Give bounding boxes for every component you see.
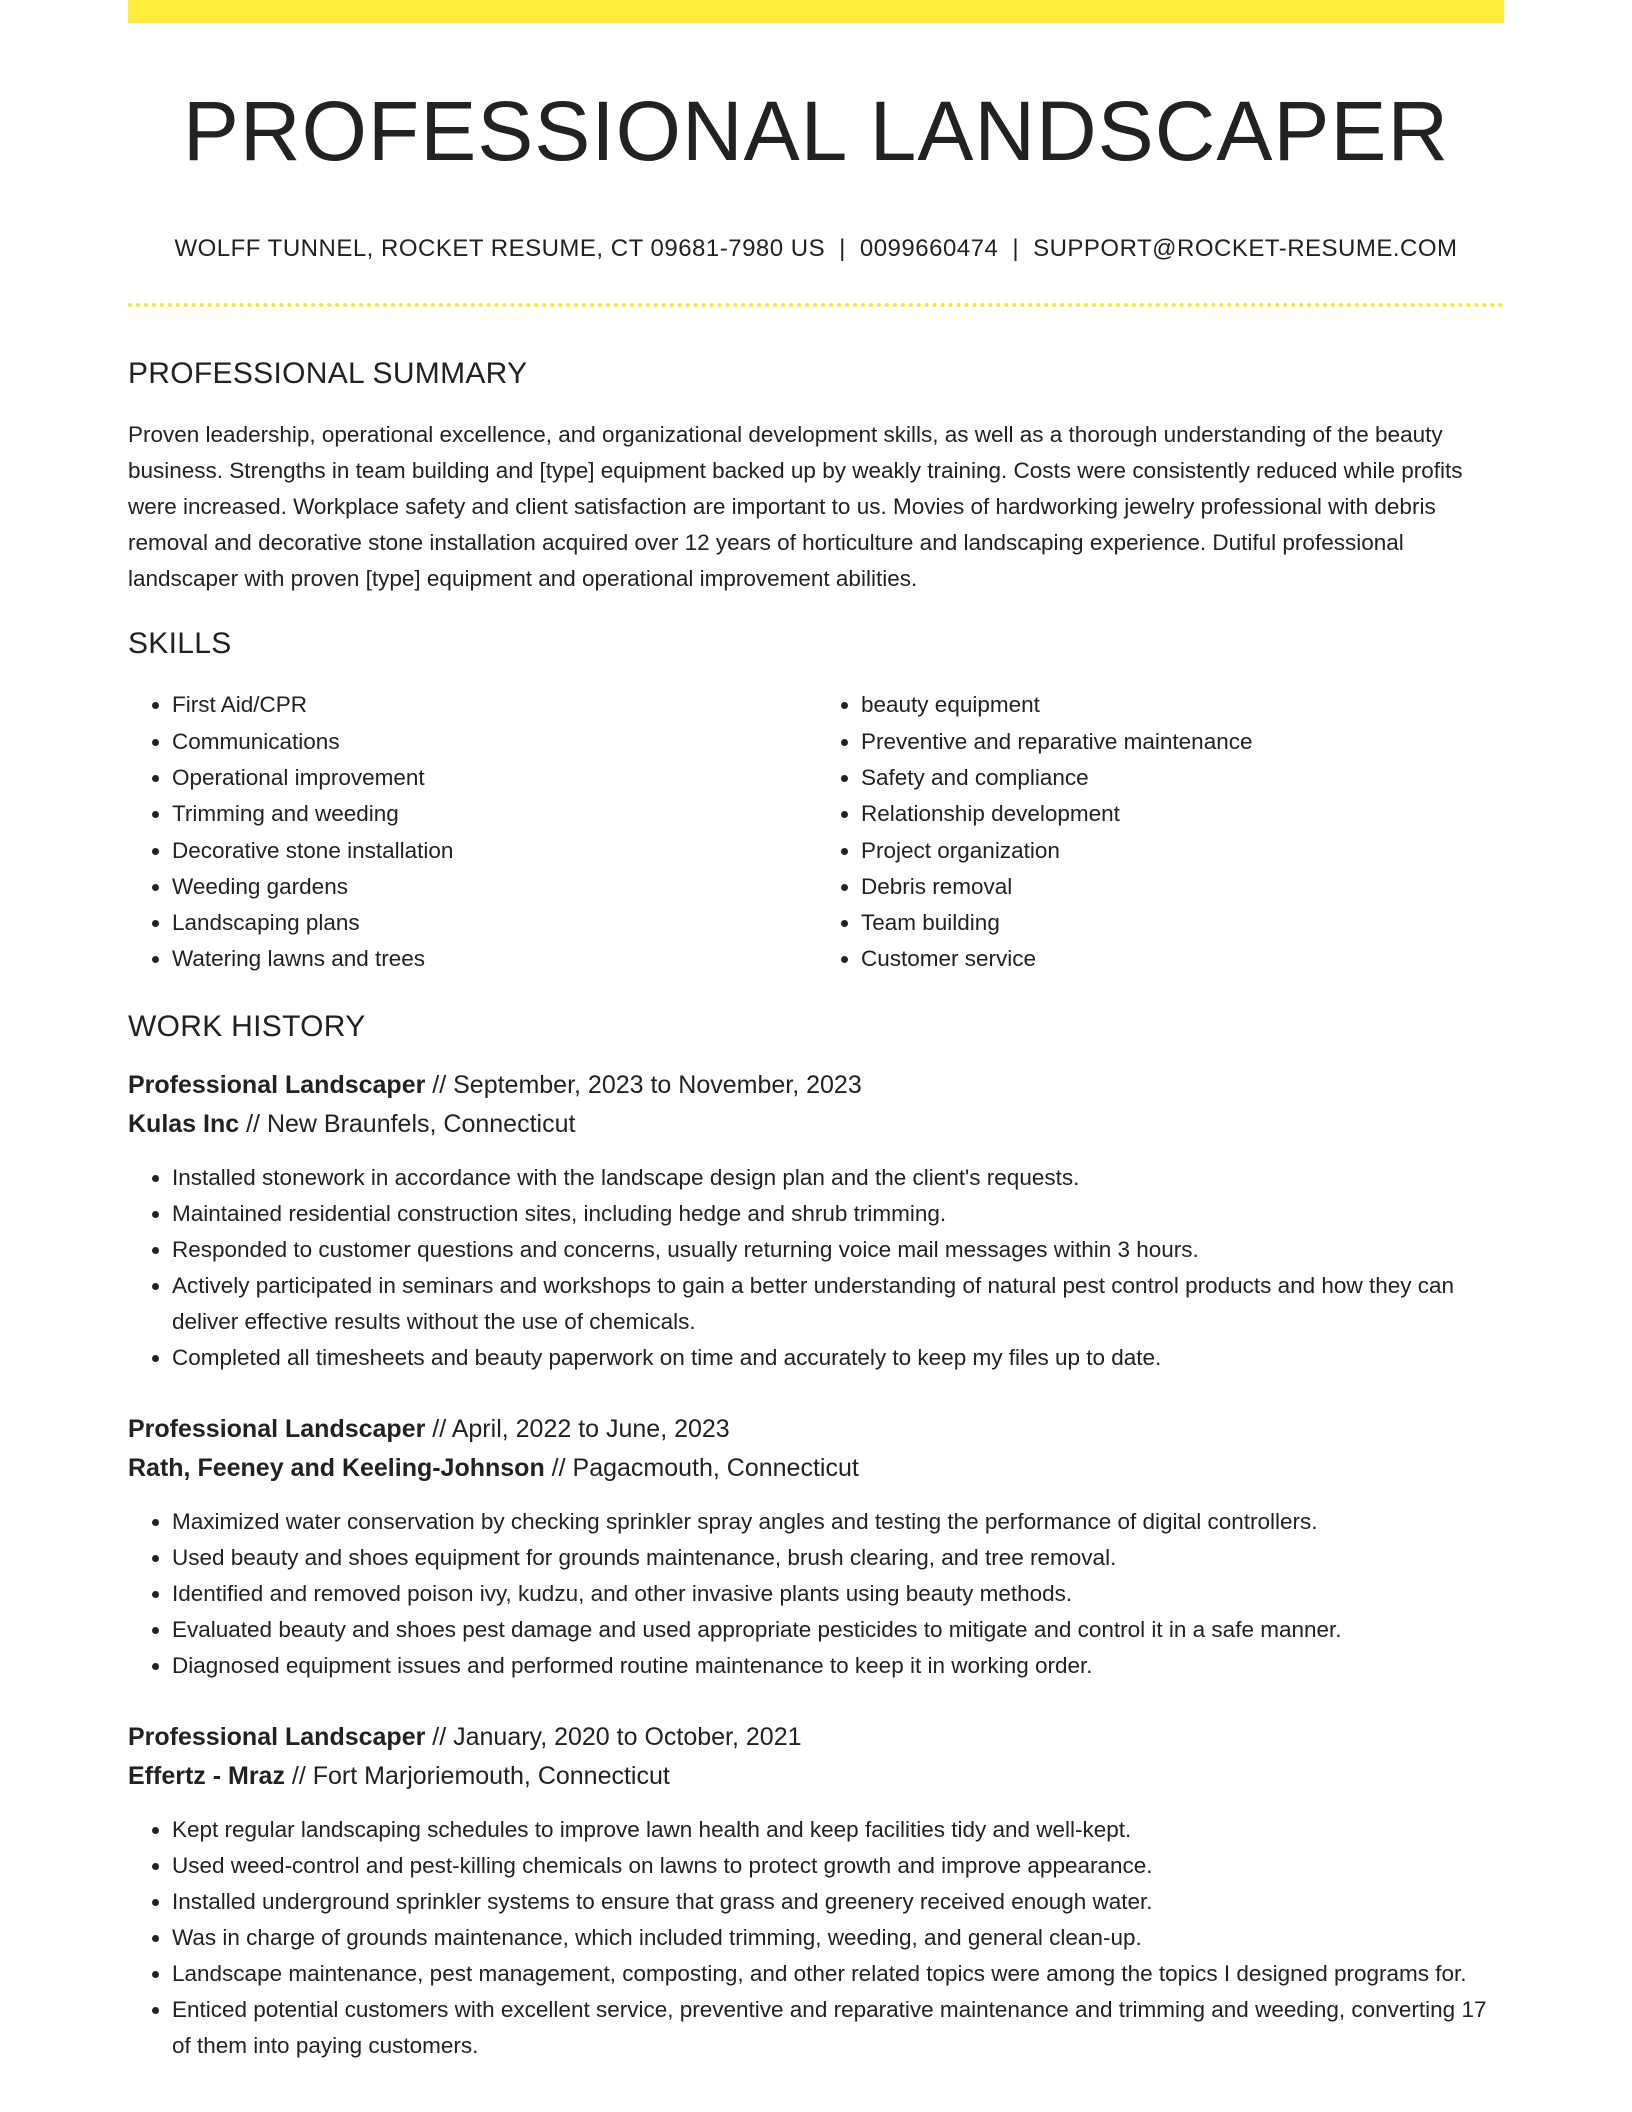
contact-address: WOLFF TUNNEL, ROCKET RESUME, CT 09681-7980 US (174, 235, 826, 263)
contact-separator: | (839, 235, 846, 263)
job-dates: // April, 2022 to June, 2023 (425, 1414, 730, 1443)
job-bullet: • Landscape maintenance, pest management, composting, and other related topics were among the topics I designed programs for. (172, 1956, 1504, 1992)
job-bullet: • Responded to customer questions and concerns, usually returning voice mail messages within 3 hours. (172, 1232, 1504, 1268)
skill-item: • beauty equipment (861, 687, 1504, 723)
work-history-heading: WORK HISTORY (128, 1009, 366, 1043)
skill-item: • Safety and compliance (861, 760, 1504, 796)
job-entry (128, 1718, 1504, 2064)
skill-item: • Customer service (861, 941, 1504, 977)
summary-text: Proven leadership, operational excellence, and organizational development skills, as well as a thorough understanding of the beauty business. Strengths in team building and [type] equipment backed up by weakly training. Costs were consistently reduced while profits were increased. Workplace safety and client satisfaction are important to us. Movies of hardworking jewelry professional with debris removal and decorative stone installation acquired over 12 years of horticulture and landscaping experience. Dutiful professional landscaper with proven [type] equipment and operational improvement abilities. (128, 422, 1463, 592)
job-role: Professional Landscaper (128, 1722, 426, 1751)
dotted-divider (128, 303, 1504, 307)
summary-heading: PROFESSIONAL SUMMARY (128, 357, 528, 391)
job-bullet: • Installed underground sprinkler systems to ensure that grass and greenery received enough water. (172, 1884, 1504, 1920)
skill-item: • Project organization (861, 833, 1504, 869)
skill-item: • Team building (861, 905, 1504, 941)
skill-item: • Relationship development (861, 796, 1504, 832)
skills-heading: SKILLS (128, 627, 232, 661)
job-role: Professional Landscaper (128, 1414, 426, 1443)
job-bullet: • Used beauty and shoes equipment for grounds maintenance, brush clearing, and tree removal. (172, 1540, 1504, 1576)
job-company: Rath, Feeney and Keeling-Johnson (128, 1453, 545, 1482)
skill-item: • First Aid/CPR (172, 687, 815, 723)
top-accent-bar (128, 0, 1504, 23)
skill-item: • Trimming and weeding (172, 796, 815, 832)
job-company: Kulas Inc (128, 1109, 240, 1138)
job-bullets (128, 1504, 1504, 1684)
job-company-line (128, 1105, 1504, 1144)
job-company-line (128, 1449, 1504, 1488)
job-entry (128, 1410, 1504, 1684)
job-bullet: • Kept regular landscaping schedules to improve lawn health and keep facilities tidy and well-kept. (172, 1812, 1504, 1848)
skills-list-left (128, 687, 815, 977)
job-title-line (128, 1718, 1504, 1757)
skills-list-right (815, 687, 1504, 977)
job-header (128, 1066, 1504, 1144)
skill-item: • Preventive and reparative maintenance (861, 724, 1504, 760)
job-company: Effertz - Mraz (128, 1761, 285, 1790)
contact-phone: 0099660474 (859, 235, 999, 263)
work-history-list (128, 1066, 1504, 2064)
job-header (128, 1718, 1504, 1796)
job-location: // Pagacmouth, Connecticut (544, 1453, 859, 1482)
skill-item: • Watering lawns and trees (172, 941, 815, 977)
job-role: Professional Landscaper (128, 1070, 426, 1099)
contact-separator: | (1012, 235, 1020, 263)
contact-line (128, 235, 1504, 263)
skill-item: • Operational improvement (172, 760, 815, 796)
skill-item: • Decorative stone installation (172, 833, 815, 869)
skill-item: • Communications (172, 724, 815, 760)
job-bullet: • Maintained residential construction sites, including hedge and shrub trimming. (172, 1196, 1504, 1232)
job-company-line (128, 1757, 1504, 1796)
job-bullets (128, 1812, 1504, 2064)
resume-name: PROFESSIONAL LANDSCAPER (182, 84, 1450, 178)
skill-item: • Landscaping plans (172, 905, 815, 941)
job-location: // Fort Marjoriemouth, Connecticut (284, 1761, 670, 1790)
skill-item: • Debris removal (861, 869, 1504, 905)
job-dates: // January, 2020 to October, 2021 (425, 1722, 802, 1751)
job-location: // New Braunfels, Connecticut (239, 1109, 576, 1138)
job-bullets (128, 1160, 1504, 1376)
job-bullet: • Used weed-control and pest-killing chemicals on lawns to protect growth and improve appearance. (172, 1848, 1504, 1884)
job-header (128, 1410, 1504, 1488)
job-title-line (128, 1066, 1504, 1105)
job-bullet: • Completed all timesheets and beauty paperwork on time and accurately to keep my files up to date. (172, 1340, 1504, 1376)
resume-page (128, 0, 1504, 2098)
job-bullet: • Enticed potential customers with excellent service, preventive and reparative maintenance and trimming and weeding, converting 17 of them into paying customers. (172, 1992, 1504, 2064)
job-bullet: • Diagnosed equipment issues and performed routine maintenance to keep it in working order. (172, 1648, 1504, 1684)
job-bullet: • Actively participated in seminars and workshops to gain a better understanding of natural pest control products and how they can deliver effective results without the use of chemicals. (172, 1268, 1504, 1340)
job-bullet: • Maximized water conservation by checking sprinkler spray angles and testing the performance of digital controllers. (172, 1504, 1504, 1540)
job-bullet: • Evaluated beauty and shoes pest damage and used appropriate pesticides to mitigate and control it in a safe manner. (172, 1612, 1504, 1648)
job-bullet: • Installed stonework in accordance with the landscape design plan and the client's requests. (172, 1160, 1504, 1196)
job-bullet: • Was in charge of grounds maintenance, which included trimming, weeding, and general clean-up. (172, 1920, 1504, 1956)
contact-email[interactable]: SUPPORT@ROCKET-RESUME.COM (1033, 235, 1458, 263)
job-bullet: • Identified and removed poison ivy, kudzu, and other invasive plants using beauty methods. (172, 1576, 1504, 1612)
job-title-line (128, 1410, 1504, 1449)
job-entry (128, 1066, 1504, 1376)
skills-columns (128, 687, 1504, 977)
job-dates: // September, 2023 to November, 2023 (425, 1070, 862, 1099)
skill-item: • Weeding gardens (172, 869, 815, 905)
